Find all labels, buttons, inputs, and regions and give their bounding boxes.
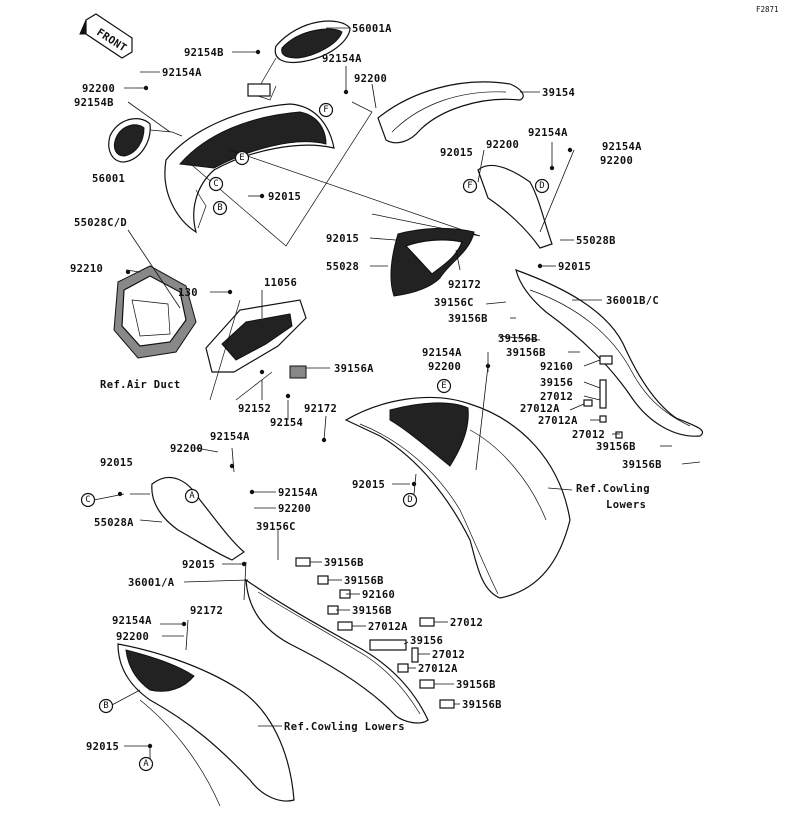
lower-cowling-left-part (118, 644, 294, 806)
part-label: 92152 (238, 403, 272, 415)
callout-c-left (82, 494, 95, 507)
part-label: 39156B (462, 699, 502, 711)
side-panel-left-part (246, 580, 428, 723)
inner-panel-right-part (478, 166, 552, 248)
part-label: 92015 (326, 233, 360, 245)
part-label: 92015 (182, 559, 216, 571)
part-label: 27012A (520, 403, 560, 415)
part-label: 39156 (410, 635, 444, 647)
part-label: 92200 (600, 155, 634, 167)
part-label: 55028C/D (74, 217, 127, 229)
duct-bracket-part (206, 300, 306, 400)
part-label: 39156B (622, 459, 662, 471)
part-label: 92154A (528, 127, 568, 139)
front-direction-icon (80, 14, 132, 58)
part-label: 92154B (184, 47, 224, 59)
svg-text:B: B (103, 701, 109, 711)
callout-d-center (404, 494, 417, 507)
part-label: 92160 (540, 361, 574, 373)
callout-c-top (210, 178, 223, 191)
part-label: 36001/A (128, 577, 175, 589)
part-label: 27012 (540, 391, 574, 403)
part-label: 39156 (540, 377, 574, 389)
air-duct-part (114, 266, 196, 358)
svg-text:C: C (213, 179, 219, 189)
ref-cowling-lowers-bottom-label: Ref.Cowling Lowers (284, 721, 405, 733)
part-label: 55028 (326, 261, 360, 273)
windshield-part (378, 82, 523, 143)
svg-text:E: E (239, 153, 245, 163)
svg-text:A: A (189, 491, 195, 501)
part-label: 27012 (432, 649, 466, 661)
part-label: 92200 (354, 73, 388, 85)
part-label: 55028A (94, 517, 134, 529)
part-label: 92015 (440, 147, 474, 159)
callout-b-bottom (100, 700, 113, 713)
part-label: 39156A (334, 363, 374, 375)
part-label: 39156C (256, 521, 296, 533)
callout-f-right (464, 180, 477, 193)
part-label: 92154A (322, 53, 362, 65)
part-label: 39156B (448, 313, 488, 325)
upper-cowl-part (165, 104, 334, 232)
part-label: 92160 (362, 589, 396, 601)
part-label: 92015 (100, 457, 134, 469)
part-label: 39156C (434, 297, 474, 309)
part-label: 11056 (264, 277, 298, 289)
part-label: 92015 (86, 741, 120, 753)
svg-text:F: F (467, 181, 473, 191)
part-label: 39156B (506, 347, 546, 359)
callout-a-left (186, 490, 199, 503)
svg-text:E: E (441, 381, 447, 391)
part-label: 130 (178, 287, 198, 299)
part-label: 39156B (344, 575, 384, 587)
callout-f-top (320, 104, 333, 117)
center-cowling-part (346, 397, 570, 598)
part-label: 92154A (162, 67, 202, 79)
part-label: 92200 (170, 443, 204, 455)
part-label: 39154 (542, 87, 576, 99)
callout-e-center (438, 380, 451, 393)
callout-a-bottom (140, 758, 153, 771)
part-label: 92200 (486, 139, 520, 151)
callout-b-top (214, 202, 227, 215)
part-label: 27012A (418, 663, 458, 675)
part-label: 92154A (210, 431, 250, 443)
part-label: 92154A (112, 615, 152, 627)
part-label: 27012 (572, 429, 606, 441)
part-label: 92154B (74, 97, 114, 109)
part-label: 39156B (596, 441, 636, 453)
part-label: 92200 (278, 503, 312, 515)
ref-air-duct-label: Ref.Air Duct (100, 379, 181, 391)
svg-text:D: D (539, 181, 545, 191)
part-label: 39156B (498, 333, 538, 345)
part-label: 92200 (82, 83, 116, 95)
front-label: FRONT (94, 26, 129, 55)
ref-cowling-lowers-right-label-line2: Lowers (606, 499, 647, 511)
part-label: 92015 (352, 479, 386, 491)
part-label: 56001 (92, 173, 126, 185)
part-label: 92172 (304, 403, 338, 415)
part-label: 92015 (558, 261, 592, 273)
part-label: 92154A (278, 487, 318, 499)
figure-id: F2871 (756, 5, 779, 14)
part-label: 27012A (538, 415, 578, 427)
part-label: 92154 (270, 417, 304, 429)
part-label: 92210 (70, 263, 104, 275)
part-label: 92015 (268, 191, 302, 203)
ref-cowling-lowers-right-label: Ref.Cowling (576, 483, 650, 495)
part-label: 39156B (324, 557, 364, 569)
inner-panel-left-part (152, 477, 244, 560)
part-label: 27012A (368, 621, 408, 633)
clip-39156a-part (290, 366, 306, 378)
part-label: 92200 (116, 631, 150, 643)
svg-text:C: C (85, 495, 91, 505)
part-label: 92172 (448, 279, 482, 291)
svg-text:D: D (407, 495, 413, 505)
part-label: 39156B (456, 679, 496, 691)
svg-text:B: B (217, 203, 223, 213)
callout-d-right (536, 180, 549, 193)
svg-text:A: A (143, 759, 149, 769)
part-label: 92154A (602, 141, 642, 153)
part-label: 56001A (352, 23, 392, 35)
part-label: 92154A (422, 347, 462, 359)
part-label: 39156B (352, 605, 392, 617)
part-label: 36001B/C (606, 295, 659, 307)
callout-e-top (236, 152, 249, 165)
part-label: 92172 (190, 605, 224, 617)
svg-text:F: F (323, 105, 329, 115)
part-label: 55028B (576, 235, 616, 247)
part-label: 92200 (428, 361, 462, 373)
part-label: 27012 (450, 617, 484, 629)
